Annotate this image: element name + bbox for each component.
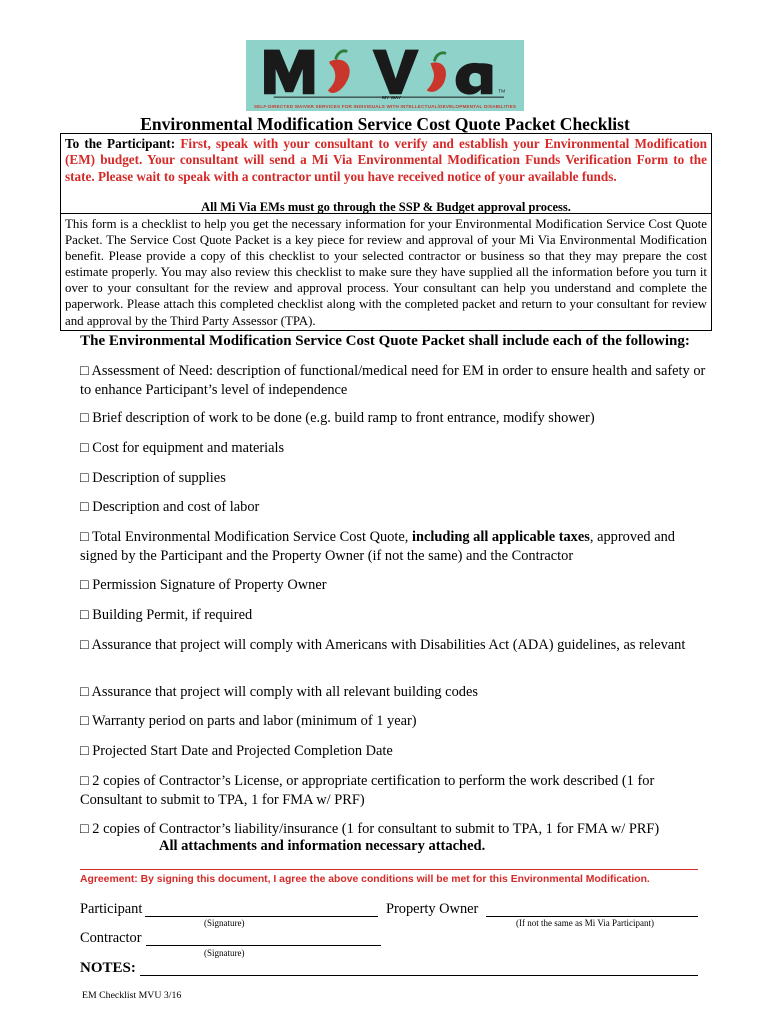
checkbox-icon[interactable]: □ — [80, 577, 93, 593]
checklist-item-work-description — [80, 409, 710, 428]
checklist-item-text: Projected Start Date and Projected Completion Date — [92, 743, 393, 759]
checklist-item-text: Description and cost of labor — [92, 499, 260, 515]
logo-pepper-stem-2 — [434, 53, 446, 61]
intro-label: To the Participant: — [65, 136, 176, 151]
checkbox-icon[interactable]: □ — [80, 743, 93, 759]
checklist-item-building-permit — [80, 606, 710, 625]
checklist-item-owner-signature — [80, 576, 710, 595]
form-version-footer: EM Checklist MVU 3/16 — [82, 990, 182, 1001]
checkbox-icon[interactable]: □ — [80, 773, 93, 789]
checklist-item-warranty — [80, 712, 710, 731]
checklist-item-assessment — [80, 362, 710, 399]
total-quote-text: Total Environmental Modification Service Cost Quote, — [92, 529, 412, 545]
total-quote-taxes: including all applicable taxes — [411, 529, 590, 545]
participant-signature-line[interactable] — [145, 916, 378, 917]
checkbox-icon[interactable]: □ — [80, 470, 93, 486]
mi-via-logo — [246, 40, 524, 111]
checklist-item-ada — [80, 636, 710, 655]
contractor-signature-line[interactable] — [146, 945, 381, 946]
logo-pepper-2 — [427, 62, 446, 91]
logo-tagline: SELF-DIRECTED WAIVER SERVICES FOR INDIVIDUALS WITH INTELLECTUAL/DEVELOPMENTAL DISABILITIES — [253, 104, 517, 109]
logo-artwork — [246, 40, 524, 100]
checklist-item-text: Assurance that project will comply with Americans with Disabilities Act (ADA) guidelines, as relevant — [91, 637, 686, 653]
checklist-item-text: 2 copies of Contractor’s License, or appropriate certification to perform the work described (1 for Consultant to submit to TPA, 1 for FMA w/ PRF) — [80, 773, 655, 808]
page-title: Environmental Modification Service Cost Quote Packet Checklist — [140, 114, 630, 134]
logo-pepper-stem — [336, 51, 348, 59]
logo-letter-m — [264, 50, 314, 95]
checkbox-icon[interactable]: □ — [80, 529, 93, 545]
total-quote-rest: , approved and signed by the Participant and the Property Owner (if not the same) and the Contractor — [80, 529, 675, 564]
checkbox-icon[interactable]: □ — [80, 607, 93, 623]
checkbox-icon[interactable]: □ — [80, 684, 92, 700]
logo-letter-a — [456, 63, 493, 95]
checklist-item-text: Building Permit, if required — [92, 607, 253, 623]
checklist-item-text: Description of supplies — [92, 470, 226, 486]
checklist-item-dates — [80, 742, 710, 761]
checkbox-icon[interactable]: □ — [80, 440, 93, 456]
agreement-text: Agreement: By signing this document, I agree the above conditions will be met for this Environmental Modification. — [80, 874, 650, 885]
property-owner-label: Property Owner — [386, 901, 479, 917]
notes-line[interactable] — [140, 975, 698, 976]
checklist-item-text: Assessment of Need: description of functional/medical need for EM in order to ensure health and safety or to enhance Participant’s level of independence — [80, 363, 706, 398]
agreement-divider — [80, 869, 698, 870]
ssp-approval-note: All Mi Via EMs must go through the SSP & Budget approval process. — [201, 200, 571, 214]
logo-letter-v — [372, 50, 418, 95]
checkbox-icon[interactable]: □ — [80, 637, 92, 653]
checklist-item-text: Assurance that project will comply with all relevant building codes — [91, 684, 478, 700]
checkbox-icon[interactable]: □ — [80, 713, 93, 729]
contractor-signature-hint: (Signature) — [204, 948, 245, 958]
intro-participant-note — [65, 136, 707, 185]
checklist-item-license — [80, 772, 710, 809]
intro-box — [60, 133, 712, 331]
logo-tm: TM — [498, 89, 506, 95]
checklist-item-text: Brief description of work to be done (e.g. build ramp to front entrance, modify shower) — [92, 410, 595, 426]
participant-signature-hint: (Signature) — [204, 918, 245, 928]
contractor-label: Contractor — [80, 930, 142, 946]
notes-label: NOTES: — [80, 960, 136, 976]
intro-red-text: First, speak with your consultant to verify and establish your Environmental Modification (EM) budget. Your consultant will send a Mi Via Environmental Modification Funds Verification Form to the state. Please wait to speak with a contractor until you have received notice of your available funds. — [65, 136, 707, 184]
checklist-heading: The Environmental Modification Service Cost Quote Packet shall include each of the following: — [80, 333, 690, 349]
checklist-item-text: Permission Signature of Property Owner — [92, 577, 327, 593]
checklist-item-text: Cost for equipment and materials — [92, 440, 285, 456]
checklist-item-supplies — [80, 469, 710, 488]
attachments-note: All attachments and information necessary attached. — [159, 838, 486, 854]
logo-my-way: MY WAY — [382, 96, 402, 100]
checkbox-icon[interactable]: □ — [80, 410, 93, 426]
checklist-item-text: 2 copies of Contractor’s liability/insurance (1 for consultant to submit to TPA, 1 for FMA w/ PRF) — [92, 821, 660, 837]
checklist-item-labor — [80, 498, 710, 517]
checkbox-icon[interactable]: □ — [80, 821, 93, 837]
checklist-item-equipment-cost — [80, 439, 710, 458]
checkbox-icon[interactable]: □ — [80, 499, 93, 515]
checklist-item-building-codes — [80, 683, 710, 702]
property-owner-signature-line[interactable] — [486, 916, 698, 917]
checklist-item-text: Warranty period on parts and labor (minimum of 1 year) — [92, 713, 417, 729]
intro-body: This form is a checklist to help you get the necessary information for your Environmental Modification Service Cost Quote Packet. The Service Cost Quote Packet is a key piece for review and approval of your Mi Via Environmental Modification benefit. Please provide a copy of this checklist to your selected contractor or business so that they may prepare the cost estimate properly. You may also review this checklist to make sure they have supplied all the information before you turn it over to your consultant for the review and approval process. Your consultant can help you understand and complete the paperwork. Please attach this completed checklist along with the completed packet and return to your consultant for review and approval by the Third Party Assessor (TPA). — [65, 217, 707, 328]
checklist-item-total-quote — [80, 528, 710, 565]
property-owner-hint: (If not the same as Mi Via Participant) — [516, 918, 655, 928]
logo-pepper — [328, 60, 350, 93]
intro-divider — [61, 213, 711, 214]
checkbox-icon[interactable]: □ — [80, 363, 92, 379]
checklist-item-insurance — [80, 820, 710, 839]
participant-label: Participant — [80, 901, 143, 917]
